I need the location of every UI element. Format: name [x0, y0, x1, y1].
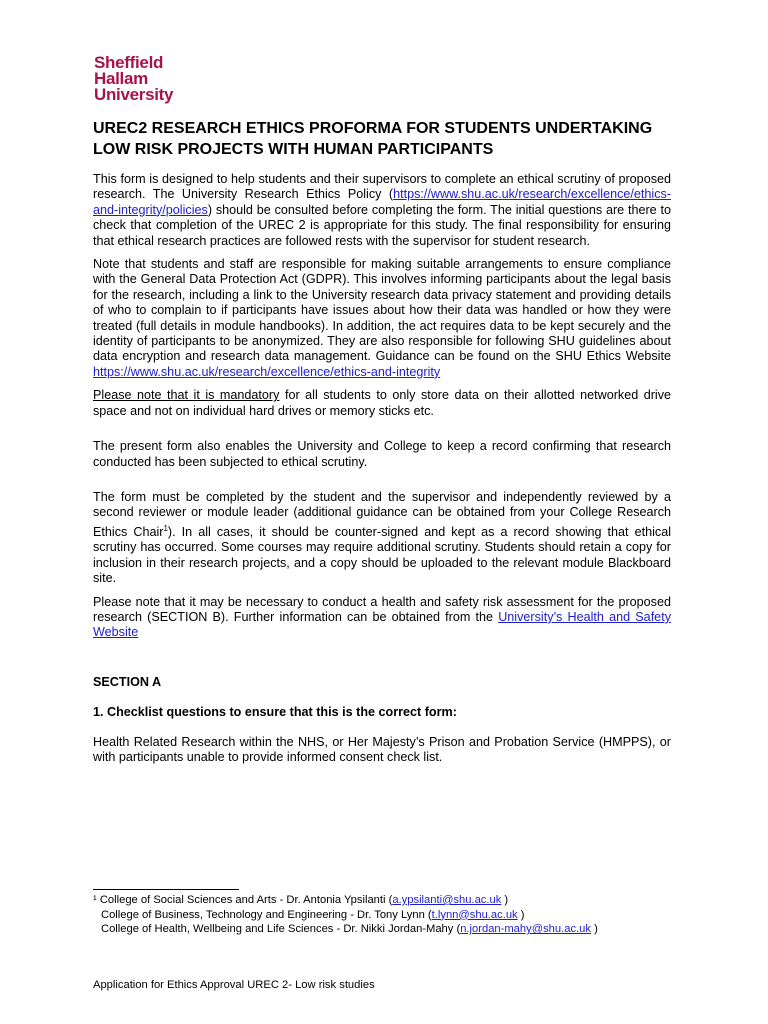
footnote-ref: 1: [163, 523, 168, 533]
record-paragraph: The present form also enables the University and College to keep a record confirming that research conducted has been subjected to ethical scrutiny.: [93, 439, 671, 469]
ethics-policy-link[interactable]: https://www.shu.ac.uk/research/excellence/ethics-and-integrity/policies: [93, 187, 671, 217]
footnote-item: ¹ College of Social Sciences and Arts - Dr. Antonia Ypsilanti (a.ypsilanti@shu.ac.uk ): [93, 894, 509, 906]
health-safety-paragraph: Please note that it may be necessary to conduct a health and safety risk assessment for the proposed research (SECTION B). Further information can be obtained from the University’s Health and Safety Website: [93, 594, 671, 640]
logo-line-2: Hallam: [94, 69, 148, 88]
document-title: UREC2 RESEARCH ETHICS PROFORMA FOR STUDENTS UNDERTAKING LOW RISK PROJECTS WITH HUMAN PARTICIPANTS: [93, 120, 653, 158]
email-link[interactable]: t.lynn@shu.ac.uk: [431, 908, 518, 921]
intro-paragraph: This form is designed to help students and their supervisors to complete an ethical scrutiny of proposed research. The University Research Ethics Policy (https://www.shu.ac.uk/research/excellence/ethics-and-integrity/policies) should be consulted before completing the form. The initial questions are there to check that completion of the UREC 2 is appropriate for this study. The final responsibility for ensuring that ethical research practices are followed rests with the supervisor for student research.: [93, 172, 671, 248]
mandatory-note: Please note that it is mandatory: [93, 388, 280, 403]
health-safety-link[interactable]: University’s Health and Safety Website: [93, 609, 671, 640]
completion-paragraph: The form must be completed by the student and the supervisor and independently reviewed by a second reviewer or module leader (additional guidance can be obtained from your College Research Ethics Chair$^1$). In all cases, it should be counter-signed and kept as a record showing that ethical scrutiny has occurred. Some courses may require additional scrutiny. Students should retain a copy for inclusion in their research projects, and a copy should be uploaded to the relevant module Blackboard site.: [93, 489, 672, 586]
ethics-website-link[interactable]: https://www.shu.ac.uk/research/excellence/ethics-and-integrity: [93, 364, 441, 379]
section-a-heading: SECTION A: [93, 674, 162, 689]
storage-note-paragraph: Please note that it is mandatory for all students to only store data on their allotted networked drive space and not on individual hard drives or memory sticks etc.: [93, 388, 671, 418]
checklist-description: Health Related Research within the NHS, or Her Majesty’s Prison and Probation Service (HMPPS), or with participants unable to provide informed consent check list.: [93, 734, 671, 765]
footnote-item: College of Business, Technology and Engineering - Dr. Tony Lynn (t.lynn@shu.ac.uk ): [101, 908, 525, 921]
footnote-divider: [93, 889, 239, 890]
document-body: [93, 118, 671, 774]
gdpr-paragraph: Note that students and staff are responsible for making suitable arrangements to ensure compliance with the General Data Protection Act (GDPR). This involves informing participants about the legal basis for the research, including a link to the University research data privacy statement and providing details of who to complain to if participants have issues about how their data was handled or how they were treated (full details in module handbooks). In addition, the act requires data to be kept securely and the identity of participants to be anonymized. They are also responsible for following SHU guidelines about data encryption and research data management. Guidance can be found on the SHU Ethics Website https://www.shu.ac.uk/research/excellence/ethics-and-integrity: [93, 257, 671, 379]
logo-line-3: University: [94, 85, 174, 104]
page-footer: Application for Ethics Approval UREC 2- Low risk studies: [93, 979, 375, 991]
logo-line-1: Sheffield: [94, 53, 164, 72]
footnotes: [93, 893, 693, 937]
university-logo: [94, 55, 173, 103]
email-link[interactable]: a.ypsilanti@shu.ac.uk: [392, 894, 502, 906]
checklist-heading: 1. Checklist questions to ensure that this is the correct form:: [93, 704, 457, 719]
email-link[interactable]: n.jordan-mahy@shu.ac.uk: [460, 923, 591, 936]
footnote-item: College of Health, Wellbeing and Life Sciences - Dr. Nikki Jordan-Mahy (n.jordan-mahy@shu.ac.uk ): [101, 923, 598, 936]
